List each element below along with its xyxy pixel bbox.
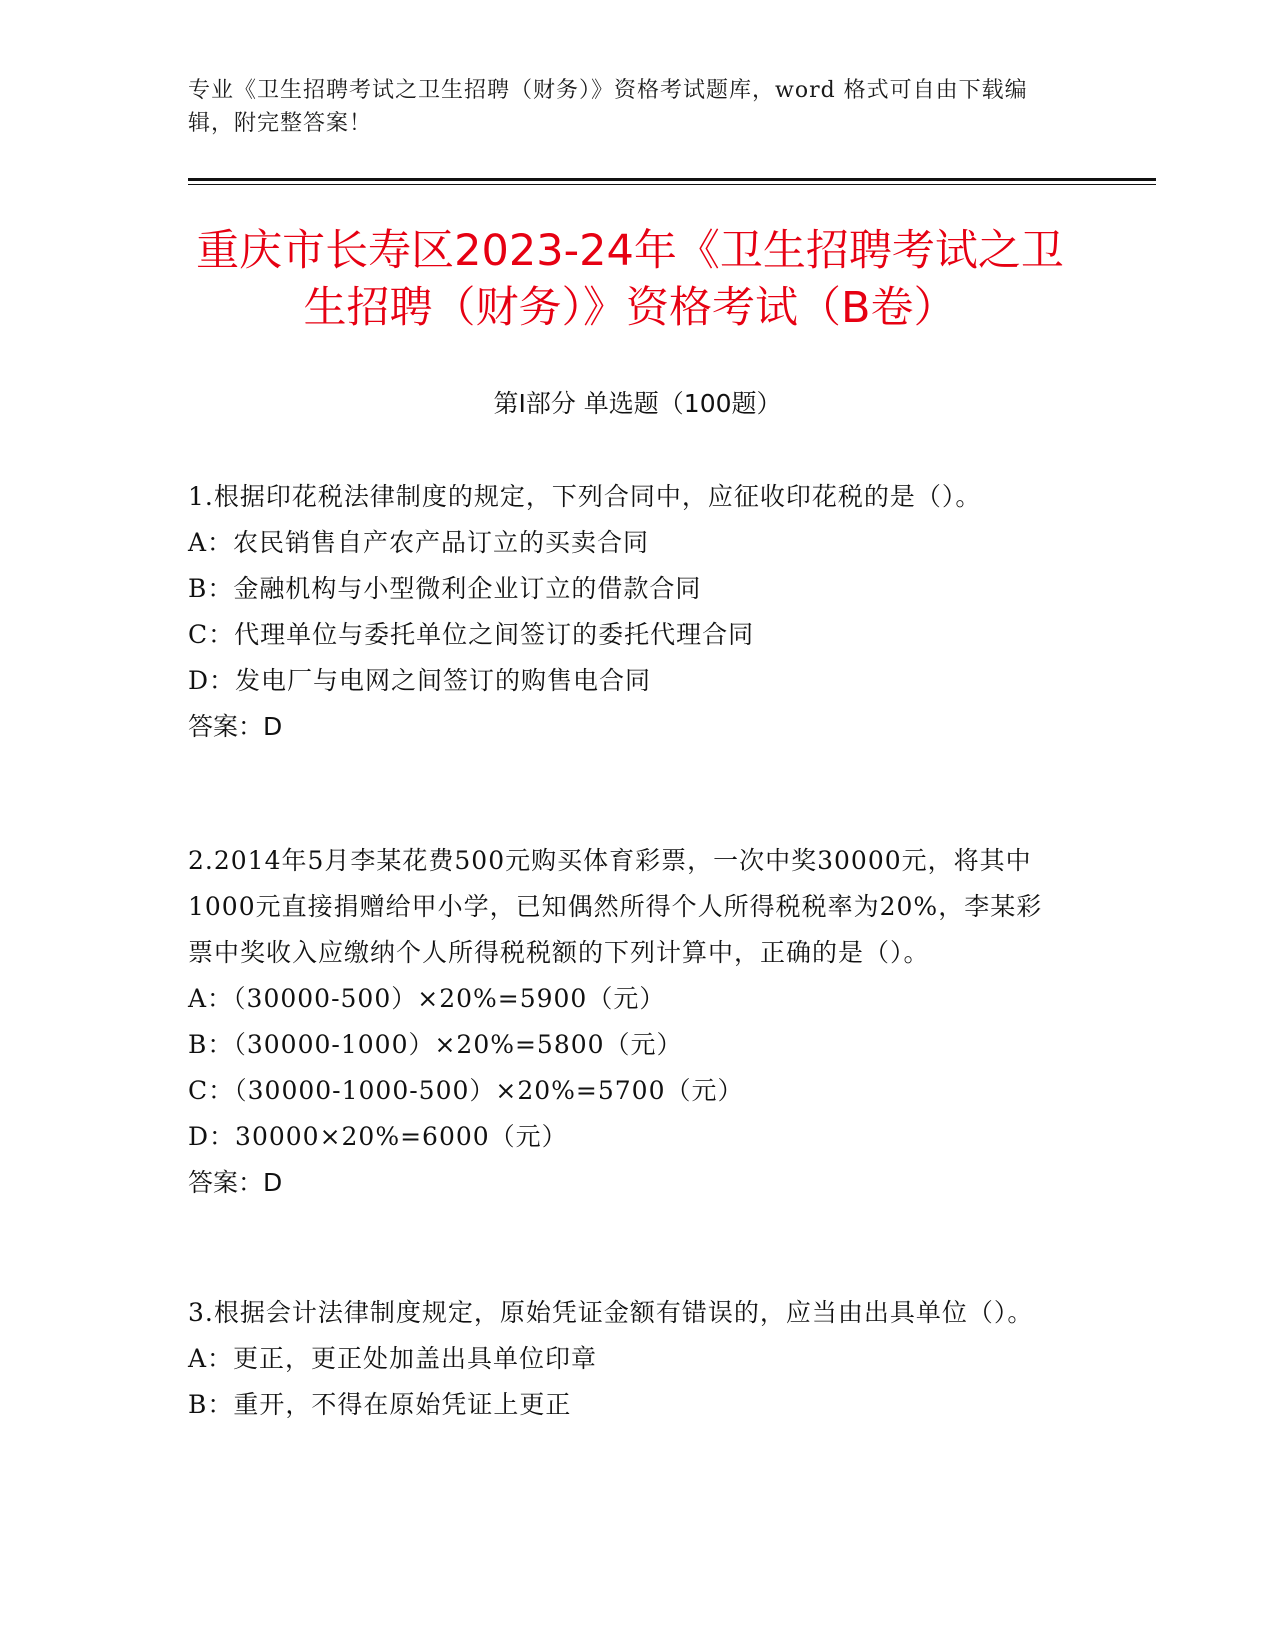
- option-a: A：农民销售自产农产品订立的买卖合同: [188, 528, 650, 557]
- answer: 答案：D: [188, 1168, 283, 1197]
- option-b: B：（30000-1000）×20%=5800（元）: [188, 1030, 683, 1059]
- question-stem: 3.根据会计法律制度规定，原始凭证金额有错误的，应当由出具单位（）。: [188, 1298, 1034, 1327]
- option-b: B：重开，不得在原始凭证上更正: [188, 1390, 572, 1419]
- option-c: C：代理单位与委托单位之间签订的委托代理合同: [188, 620, 755, 649]
- header-divider: [188, 178, 1156, 181]
- question-stem: 1.根据印花税法律制度的规定，下列合同中，应征收印花税的是（）。: [188, 482, 982, 511]
- question-1: [188, 474, 1068, 750]
- header-divider-thin: [188, 184, 1156, 185]
- option-a: A：更正，更正处加盖出具单位印章: [188, 1344, 598, 1373]
- section-title: 第Ⅰ部分 单选题（100题）: [493, 389, 782, 418]
- option-d: D：30000×20%=6000（元）: [188, 1122, 568, 1151]
- answer: 答案：D: [188, 712, 283, 741]
- header-note: 专业《卫生招聘考试之卫生招聘（财务）》资格考试题库，word 格式可自由下载编辑，附完整答案！: [188, 78, 1028, 136]
- option-b: B：金融机构与小型微利企业订立的借款合同: [188, 574, 702, 603]
- question-2: [188, 838, 1068, 1206]
- option-c: C：（30000-1000-500）×20%=5700（元）: [188, 1076, 744, 1105]
- document-title: 重庆市长寿区2023-24年《卫生招聘考试之卫生招聘（财务）》资格考试（B卷）: [196, 226, 1064, 333]
- question-3: [188, 1290, 1068, 1428]
- question-stem: 2.2014年5月李某花费500元购买体育彩票，一次中奖30000元，将其中1000元直接捐赠给甲小学，已知偶然所得个人所得税税率为20%，李某彩票中奖收入应缴纳个人所得税税额的下列计算中，正确的是（）。: [188, 846, 1043, 967]
- option-a: A：（30000-500）×20%=5900（元）: [188, 984, 666, 1013]
- option-d: D：发电厂与电网之间签订的购售电合同: [188, 666, 652, 695]
